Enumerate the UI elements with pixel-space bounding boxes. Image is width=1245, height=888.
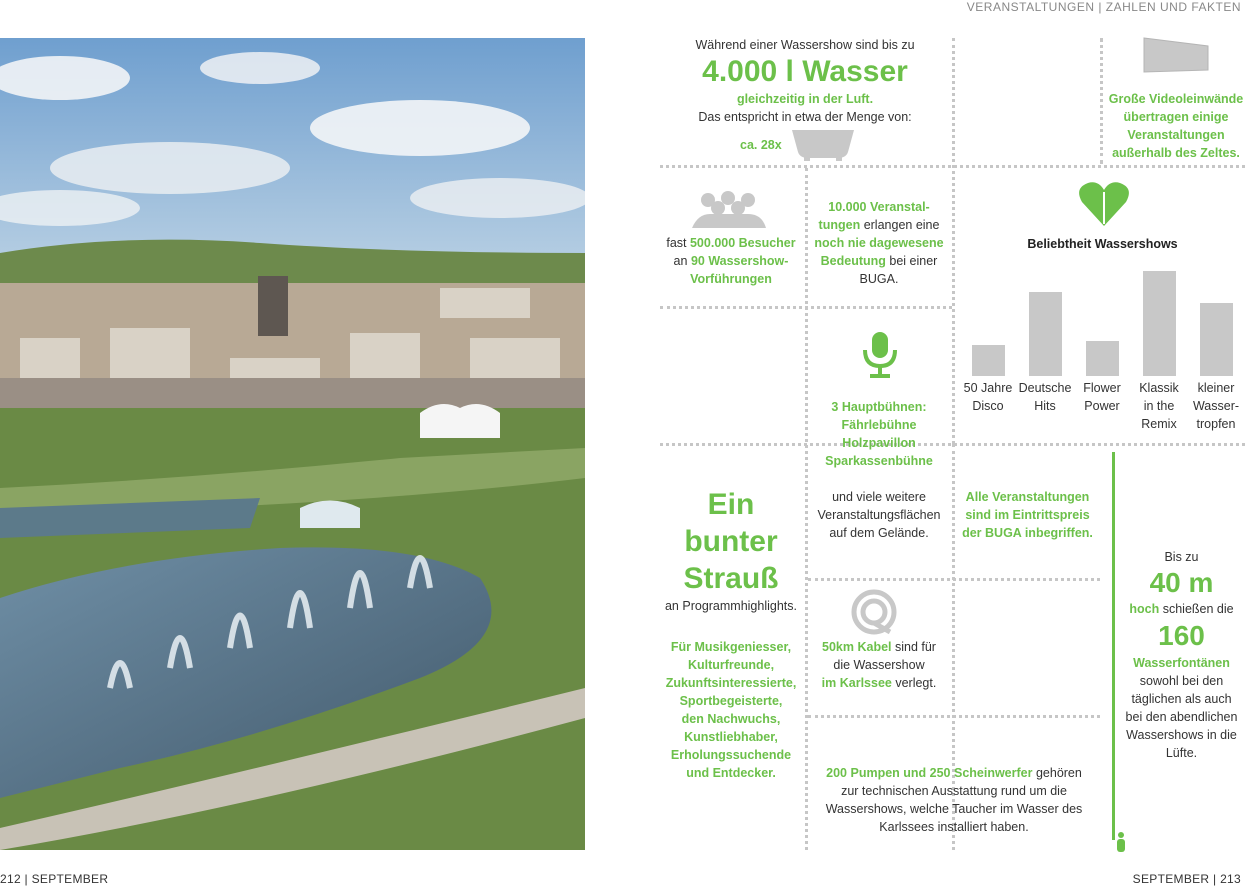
chart-title: Beliebtheit Wassershows	[1027, 237, 1178, 251]
visitors-l3: Vorführungen	[690, 272, 772, 286]
stages-block	[808, 398, 950, 542]
microphone-icon	[860, 330, 900, 380]
stages-l6: Veranstaltungsflächen	[817, 508, 941, 522]
water-line3: Das entspricht in etwa der Menge von:	[698, 110, 912, 124]
page-number-left: 212 | SEPTEMBER	[0, 872, 109, 886]
pumps-l1a: 200 Pumpen und 250 Scheinwerfer	[826, 766, 1033, 780]
headline-l1: Ein	[707, 488, 755, 521]
cable-l3a: im Karlssee	[821, 676, 892, 690]
cable-l1a: 50km Kabel	[822, 640, 892, 654]
pumps-l2: zur technischen Ausstattung rund um die	[841, 784, 1067, 798]
height-scale-line	[1112, 452, 1115, 840]
visitors-l2b: 90 Wassershow-	[690, 254, 789, 268]
stages-l2: Fährlebühne	[841, 418, 917, 432]
rule-h1	[660, 165, 1245, 168]
visitors-l2	[660, 252, 802, 270]
chart-category-line: Remix	[1141, 417, 1177, 431]
pumps-l3: Wassershows, welche Taucher im Wasser des	[825, 802, 1083, 816]
cable-l3	[808, 674, 950, 692]
events-l4b: bei einer	[885, 254, 938, 268]
stages-l5: und viele weitere	[832, 490, 926, 504]
heart-icon	[1078, 180, 1130, 228]
visitors-block	[660, 234, 802, 288]
events-l5: BUGA.	[859, 272, 899, 286]
headline-sub: an Programmhighlights.	[664, 599, 797, 613]
chart-category-line: Flower	[1083, 381, 1121, 395]
fountain-big2: 160	[1158, 620, 1205, 651]
chart-category-label	[1188, 379, 1244, 433]
visitors-l1b: 500.000 Besucher	[689, 236, 796, 250]
cable-l3b: verlegt.	[891, 676, 937, 690]
stages-l1: 3 Hauptbühnen:	[831, 400, 927, 414]
chart-category-label	[1074, 379, 1130, 415]
aerial-photo	[0, 38, 585, 850]
chart-bar	[1086, 341, 1119, 376]
video-screen-icon	[1142, 36, 1210, 74]
audience-item: Kunstliebhaber,	[684, 730, 778, 744]
fountain-big1: 40 m	[1149, 567, 1214, 598]
chart-category-label	[1017, 379, 1073, 415]
events-l2a: tungen	[818, 218, 861, 232]
events-l3: noch nie dagewesene	[814, 236, 944, 250]
fountain-l7: Wassershows in die	[1126, 728, 1237, 742]
stages-l7: auf dem Gelände.	[829, 526, 929, 540]
visitors-l1a: fast	[666, 236, 690, 250]
audience-item: und Entdecker.	[686, 766, 776, 780]
fountain-l5: täglichen als auch	[1131, 692, 1232, 706]
chart-category-label	[1131, 379, 1187, 433]
audience-item: Erholungssuchende	[670, 748, 792, 762]
headline-l3: Strauß	[683, 562, 779, 595]
fountain-l4: sowohl bei den	[1139, 674, 1224, 688]
fountain-l2	[1118, 600, 1245, 618]
water-line1: Während einer Wassershow sind bis zu	[695, 38, 915, 52]
rule-h5	[808, 715, 1100, 718]
events-block	[808, 198, 950, 288]
fountain-l6: bei den abendlichen	[1125, 710, 1238, 724]
headline-l2: bunter	[684, 525, 778, 558]
pumps-l1b: gehören	[1032, 766, 1082, 780]
chart-category-line: Klassik	[1139, 381, 1179, 395]
fountain-l1: Bis zu	[1164, 550, 1199, 564]
cable-block	[808, 638, 950, 692]
rule-h2	[660, 306, 952, 309]
bathtub-icon	[790, 126, 856, 162]
audience-item: Sportbegeisterte,	[679, 694, 783, 708]
cable-icon	[850, 588, 898, 636]
video-block	[1104, 90, 1245, 162]
events-l2	[808, 216, 950, 234]
chart-category-line: Deutsche	[1018, 381, 1072, 395]
stages-l4: Sparkassenbühne	[825, 454, 933, 468]
page-header: VERANSTALTUNGEN | ZAHLEN UND FAKTEN	[966, 0, 1241, 14]
person-icon	[1115, 832, 1127, 852]
audience-icon	[688, 190, 770, 230]
fountain-block	[1118, 548, 1245, 762]
rule-h3	[660, 443, 1245, 446]
audience-item: Für Musikgeniesser,	[670, 640, 792, 654]
included-l3: der BUGA inbegriffen.	[962, 526, 1093, 540]
fountain-l3: Wasserfontänen	[1133, 656, 1230, 670]
rule-v2	[1100, 38, 1103, 164]
chart-category-line: kleiner	[1197, 381, 1235, 395]
cable-l1b: sind für	[891, 640, 936, 654]
audience-item: Kulturfreunde,	[687, 658, 775, 672]
fountain-l8: Lüfte.	[1165, 746, 1198, 760]
cable-l1	[808, 638, 950, 656]
video-l3: Veranstaltungen	[1127, 128, 1225, 142]
audience-item: den Nachwuchs,	[681, 712, 781, 726]
included-l1: Alle Veranstaltungen	[965, 490, 1090, 504]
cable-l2: die Wassershow	[833, 658, 925, 672]
page-number-right: SEPTEMBER | 213	[1132, 872, 1241, 886]
water-big: 4.000 l Wasser	[702, 55, 908, 88]
chart-bar	[1200, 303, 1233, 376]
rule-h4	[808, 578, 1100, 581]
events-l4a: Bedeutung	[820, 254, 886, 268]
video-l1: Große Videoleinwände	[1108, 92, 1244, 106]
water-line2: gleichzeitig in der Luft.	[736, 92, 874, 106]
chart-category-line: Hits	[1034, 399, 1056, 413]
video-l4: außerhalb des Zeltes.	[1112, 146, 1240, 160]
chart-category-line: 50 Jahre	[963, 381, 1013, 395]
stages-l3: Holzpavillon	[842, 436, 916, 450]
water-count: ca. 28x	[740, 138, 782, 152]
pumps-l1	[808, 764, 1100, 782]
chart-category-line: tropfen	[1196, 417, 1236, 431]
events-l4	[808, 252, 950, 270]
events-l1: 10.000 Veranstal-	[828, 200, 930, 214]
visitors-l2a: an	[673, 254, 691, 268]
included-block	[955, 488, 1100, 542]
fountain-l2a: hoch	[1129, 602, 1160, 616]
chart-category-line: Wasser-	[1192, 399, 1240, 413]
video-l2: übertragen einige	[1123, 110, 1229, 124]
rule-v1	[952, 38, 955, 444]
water-block	[660, 36, 950, 126]
audience-item: Zukunftsinteressierte,	[665, 676, 797, 690]
chart-category-line: in the	[1143, 399, 1175, 413]
pumps-l4: Karlssees installiert haben.	[879, 820, 1029, 834]
included-l2: sind im Eintrittspreis	[965, 508, 1090, 522]
audience-list	[660, 638, 802, 782]
chart-bar	[1143, 271, 1176, 376]
events-l2b: erlangen eine	[860, 218, 940, 232]
chart-category-line: Disco	[972, 399, 1004, 413]
fountain-l2b: schießen die	[1159, 602, 1234, 616]
headline	[660, 486, 802, 615]
visitors-l1	[660, 234, 802, 252]
chart-category-label	[960, 379, 1016, 415]
popularity-chart	[960, 256, 1245, 441]
aerial-photo-illustration	[0, 38, 585, 850]
chart-category-line: Power	[1084, 399, 1120, 413]
pumps-block	[808, 764, 1100, 836]
chart-bar	[1029, 292, 1062, 376]
chart-bar	[972, 345, 1005, 376]
